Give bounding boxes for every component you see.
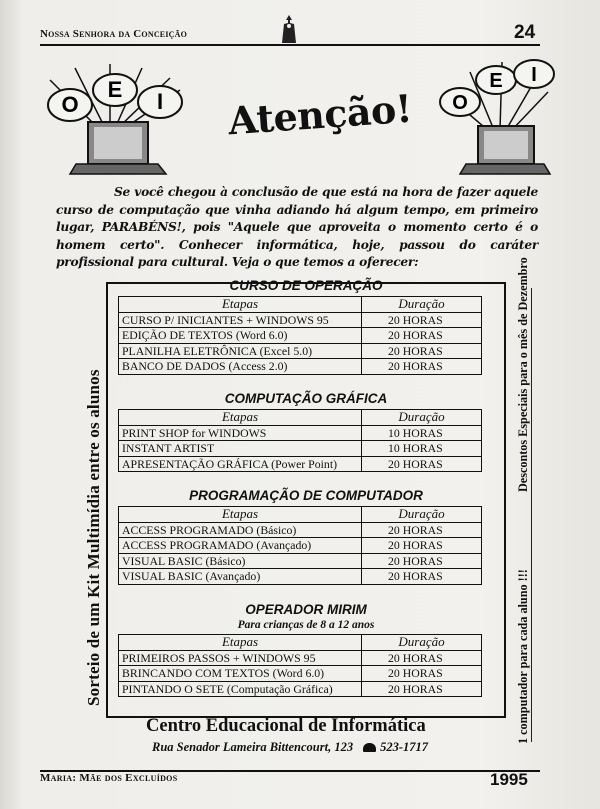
school-phone: 523-1717 [380, 740, 428, 754]
stage-cell: PLANILHA ELETRÔNICA (Excel 5.0) [119, 343, 362, 359]
duration-cell: 20 HORAS [362, 650, 482, 666]
table-row [119, 441, 482, 457]
col-header-stages: Etapas [119, 297, 362, 313]
promo-december-discount: Descontos Especiais para o mês de Dezembro [516, 257, 530, 492]
badge-letter-e: E [107, 77, 123, 102]
col-header-duration: Duração [362, 410, 482, 426]
badge-letter-i: I [531, 64, 537, 86]
badge-letter-i: I [156, 89, 164, 114]
duration-cell: 20 HORAS [362, 328, 482, 344]
section-title-programacao: PROGRAMAÇÃO DE COMPUTADOR [189, 488, 423, 503]
duration-cell: 20 HORAS [362, 312, 482, 328]
table-row [119, 456, 482, 472]
stage-cell: BANCO DE DADOS (Access 2.0) [119, 359, 362, 375]
right-rule [531, 288, 532, 742]
section-title-grafica: COMPUTAÇÃO GRÁFICA [224, 391, 388, 406]
page-number: 24 [514, 22, 536, 43]
school-address: Rua Senador Lameira Bittencourt, 123 [152, 740, 354, 754]
stage-cell: PRIMEIROS PASSOS + WINDOWS 95 [119, 650, 362, 666]
header-publication: Nossa Senhora da Conceição [40, 28, 188, 40]
course-table-mirim [118, 634, 482, 697]
table-row [119, 359, 482, 375]
stage-cell: ACCESS PROGRAMADO (Básico) [119, 522, 362, 538]
table-row [119, 650, 482, 666]
table-row [119, 666, 482, 682]
duration-cell: 20 HORAS [362, 569, 482, 585]
course-table-operacao [118, 296, 482, 375]
course-box [106, 278, 506, 718]
section-title-mirim: OPERADOR MIRIM [245, 602, 367, 617]
table-row [119, 681, 482, 697]
table-row [119, 553, 482, 569]
table-row [119, 538, 482, 554]
school-contact [152, 740, 428, 755]
header-rule [40, 44, 540, 46]
school-name: Centro Educacional de Informática [146, 716, 426, 736]
stage-cell: CURSO P/ INICIANTES + WINDOWS 95 [119, 312, 362, 328]
duration-cell: 20 HORAS [362, 456, 482, 472]
raffle-banner: Sorteio de um Kit Multimídia entre os alunos [84, 369, 103, 706]
computer-clipart-icon [430, 52, 560, 182]
duration-cell: 20 HORAS [362, 553, 482, 569]
col-header-stages: Etapas [119, 410, 362, 426]
computer-clipart-icon [30, 60, 200, 180]
stage-cell: PINTANDO O SETE (Computação Gráfica) [119, 681, 362, 697]
telephone-icon [363, 743, 376, 752]
table-row [119, 328, 482, 344]
duration-cell: 10 HORAS [362, 441, 482, 457]
col-header-stages: Etapas [119, 507, 362, 523]
duration-cell: 20 HORAS [362, 343, 482, 359]
stage-cell: EDIÇÃO DE TEXTOS (Word 6.0) [119, 328, 362, 344]
col-header-duration: Duração [362, 297, 482, 313]
course-table-programacao [118, 506, 482, 585]
duration-cell: 20 HORAS [362, 666, 482, 682]
stage-cell: APRESENTAÇÃO GRÁFICA (Power Point) [119, 456, 362, 472]
intro-paragraph: Se você chegou à conclusão de que está na hora de fazer aquele curso de computação que vinha adiando há algum tempo, em primeiro lugar, PARABÉNS!, pois "Aquele que aproveita o momento certo é o homem certo". Conhecer informática, hoje, passou do caráter profissional para cultural. Veja o que temos a oferecer: [56, 185, 538, 270]
section-title-operacao: CURSO DE OPERAÇÃO [229, 278, 383, 293]
duration-cell: 10 HORAS [362, 425, 482, 441]
col-header-duration: Duração [362, 507, 482, 523]
col-header-stages: Etapas [119, 635, 362, 651]
badge-letter-o: O [61, 92, 79, 117]
table-row [119, 343, 482, 359]
table-row [119, 425, 482, 441]
duration-cell: 20 HORAS [362, 522, 482, 538]
col-header-duration: Duração [362, 635, 482, 651]
table-row [119, 522, 482, 538]
footer-title: Maria: Mãe dos Excluídos [40, 772, 178, 784]
stage-cell: VISUAL BASIC (Básico) [119, 553, 362, 569]
promo-computer-per-student: 1 computador para cada aluno !!! [516, 569, 530, 744]
stage-cell: ACCESS PROGRAMADO (Avançado) [119, 538, 362, 554]
stage-cell: INSTANT ARTIST [119, 441, 362, 457]
duration-cell: 20 HORAS [362, 359, 482, 375]
stage-cell: PRINT SHOP for WINDOWS [119, 425, 362, 441]
section-subtitle-mirim: Para crianças de 8 a 12 anos [237, 619, 375, 631]
table-row [119, 312, 482, 328]
footer-year: 1995 [490, 770, 528, 789]
badge-letter-e: E [489, 70, 503, 92]
page-title: Atenção! [226, 85, 414, 144]
badge-letter-o: O [452, 92, 468, 114]
stage-cell: BRINCANDO COM TEXTOS (Word 6.0) [119, 666, 362, 682]
course-table-grafica [118, 409, 482, 472]
table-row [119, 569, 482, 585]
madonna-logo-icon [278, 14, 300, 44]
duration-cell: 20 HORAS [362, 538, 482, 554]
duration-cell: 20 HORAS [362, 681, 482, 697]
stage-cell: VISUAL BASIC (Avançado) [119, 569, 362, 585]
